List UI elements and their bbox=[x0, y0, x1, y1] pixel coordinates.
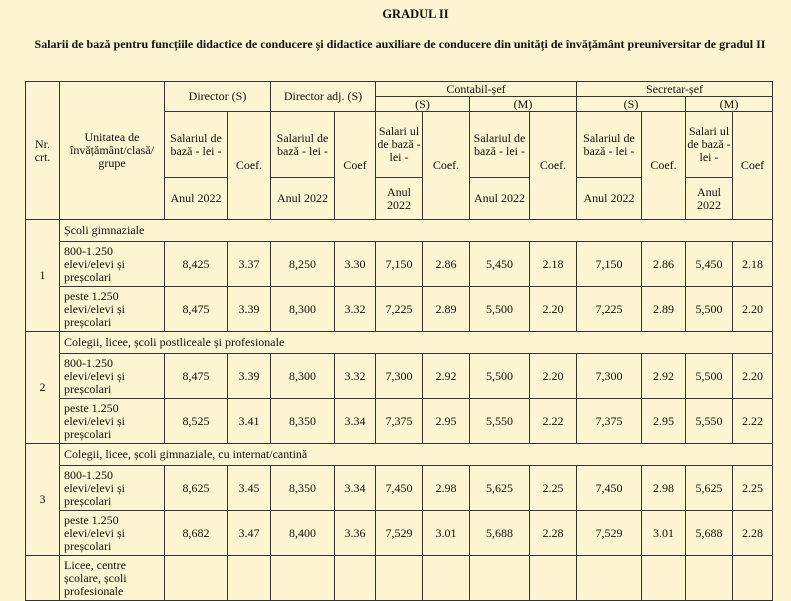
contabil-s-salary-cell: 7,300 bbox=[376, 354, 423, 399]
contabil-s-coef-header: Coef. bbox=[423, 112, 470, 220]
secretar-s-salary-cell: 7,225 bbox=[577, 287, 642, 332]
secretar-m-coef-cell: 2.18 bbox=[733, 242, 773, 287]
director-adj-coef-cell: 3.34 bbox=[335, 399, 376, 444]
contabil-s-salary-cell: 7,529 bbox=[376, 511, 423, 556]
director-adj-year-header: Anul 2022 bbox=[271, 178, 335, 220]
contabil-s-salary-cell: 7,225 bbox=[376, 287, 423, 332]
unit-label: peste 1.250 elevi/elevi și preșcolari bbox=[60, 287, 165, 332]
director-coef-cell: 3.45 bbox=[228, 466, 271, 511]
director-adj-salary-cell: 8,250 bbox=[271, 242, 335, 287]
secretar-m-year-header: Anul 2022 bbox=[686, 178, 733, 220]
column-header-unit: Unitatea de învățământ/clasă/ grupe bbox=[60, 82, 165, 220]
column-header-director-adj: Director adj. (S) bbox=[271, 82, 376, 112]
secretar-m-coef-cell: 2.25 bbox=[733, 466, 773, 511]
director-adj-coef-cell: 3.30 bbox=[335, 242, 376, 287]
director-salary-header: Salariul de bază - lei - bbox=[165, 112, 228, 178]
secretar-s-coef-header: Coef. bbox=[642, 112, 686, 220]
grade-title: GRADUL II bbox=[382, 7, 449, 21]
category-label: Școli gimnaziale bbox=[60, 220, 773, 242]
secretar-m-salary-cell: 5,500 bbox=[686, 287, 733, 332]
contabil-m-salary-cell: 5,500 bbox=[470, 287, 530, 332]
contabil-m-coef-cell: 2.28 bbox=[530, 511, 577, 556]
director-coef-cell: 3.39 bbox=[228, 354, 271, 399]
contabil-m-salary-cell: 5,688 bbox=[470, 511, 530, 556]
director-salary-cell: 8,625 bbox=[165, 466, 228, 511]
contabil-s-coef-cell: 2.92 bbox=[423, 354, 470, 399]
table-row bbox=[26, 466, 773, 511]
director-salary-cell: 8,475 bbox=[165, 354, 228, 399]
column-header-director: Director (S) bbox=[165, 82, 271, 112]
director-adj-salary-cell: 8,300 bbox=[271, 287, 335, 332]
contabil-m-salary-header: Salariul de bază - lei - bbox=[470, 112, 530, 178]
secretar-s-salary-header: Salariul de bază - lei - bbox=[577, 112, 642, 178]
director-coef-cell: 3.39 bbox=[228, 287, 271, 332]
director-coef-header: Coef. bbox=[228, 112, 271, 220]
table-row bbox=[26, 242, 773, 287]
secretar-m-salary-cell: 5,500 bbox=[686, 354, 733, 399]
secretar-m-coef-cell: 2.20 bbox=[733, 287, 773, 332]
director-salary-cell: 8,682 bbox=[165, 511, 228, 556]
director-adj-coef-cell: 3.34 bbox=[335, 466, 376, 511]
director-salary-cell: 8,525 bbox=[165, 399, 228, 444]
secretar-s-coef-cell: 3.01 bbox=[642, 511, 686, 556]
contabil-m-coef-cell: 2.20 bbox=[530, 354, 577, 399]
unit-label: peste 1.250 elevi/elevi și preșcolari bbox=[60, 511, 165, 556]
column-header-secretar: Secretar-șef bbox=[577, 82, 773, 97]
contabil-m-salary-cell: 5,500 bbox=[470, 354, 530, 399]
page-subtitle: Salarii de bază pentru funcțiile didactice de conducere și didactice auxiliare de conducere din unități de învățământ preuniversitar de gradul II bbox=[34, 37, 766, 51]
contabil-s-salary-header: Salari ul de bază - lei - bbox=[376, 112, 423, 178]
contabil-s-salary-cell: 7,450 bbox=[376, 466, 423, 511]
secretar-s-coef-cell: 2.98 bbox=[642, 466, 686, 511]
director-adj-salary-cell: 8,350 bbox=[271, 466, 335, 511]
director-salary-cell: 8,475 bbox=[165, 287, 228, 332]
director-coef-cell: 3.37 bbox=[228, 242, 271, 287]
unit-label: 800-1.250 elevi/elevi și preșcolari bbox=[60, 354, 165, 399]
contabil-m-coef-cell: 2.22 bbox=[530, 399, 577, 444]
secretar-s-salary-cell: 7,150 bbox=[577, 242, 642, 287]
table-row bbox=[26, 354, 773, 399]
contabil-m-coef-header: Coef. bbox=[530, 112, 577, 220]
contabil-s-coef-cell: 2.89 bbox=[423, 287, 470, 332]
contabil-m-salary-cell: 5,450 bbox=[470, 242, 530, 287]
director-adj-coef-header: Coef bbox=[335, 112, 376, 220]
secretar-s-salary-cell: 7,450 bbox=[577, 466, 642, 511]
secretar-s-coef-cell: 2.86 bbox=[642, 242, 686, 287]
contabil-studies-m: (M) bbox=[470, 97, 577, 112]
secretar-m-salary-cell: 5,688 bbox=[686, 511, 733, 556]
secretar-studies-m: (M) bbox=[686, 97, 773, 112]
contabil-m-coef-cell: 2.20 bbox=[530, 287, 577, 332]
secretar-s-salary-cell: 7,529 bbox=[577, 511, 642, 556]
director-adj-coef-cell: 3.32 bbox=[335, 287, 376, 332]
contabil-m-salary-cell: 5,625 bbox=[470, 466, 530, 511]
contabil-s-coef-cell: 2.95 bbox=[423, 399, 470, 444]
unit-label: 800-1.250 elevi/elevi și preșcolari bbox=[60, 466, 165, 511]
category-label: Colegii, licee, școli gimnaziale, cu internat/cantină bbox=[60, 444, 773, 466]
director-salary-cell: 8,425 bbox=[165, 242, 228, 287]
salary-table bbox=[25, 81, 773, 601]
director-coef-cell: 3.47 bbox=[228, 511, 271, 556]
category-label: Colegii, licee, școli postliceale și profesionale bbox=[60, 332, 773, 354]
director-adj-salary-cell: 8,300 bbox=[271, 354, 335, 399]
unit-label: 800-1.250 elevi/elevi și preșcolari bbox=[60, 242, 165, 287]
table-row bbox=[26, 511, 773, 556]
column-header-contabil: Contabil-șef bbox=[376, 82, 577, 97]
director-adj-coef-cell: 3.32 bbox=[335, 354, 376, 399]
director-adj-coef-cell: 3.36 bbox=[335, 511, 376, 556]
contabil-m-coef-cell: 2.25 bbox=[530, 466, 577, 511]
director-coef-cell: 3.41 bbox=[228, 399, 271, 444]
secretar-s-year-header: Anul 2022 bbox=[577, 178, 642, 220]
row-number: 2 bbox=[26, 332, 60, 444]
secretar-m-salary-cell: 5,625 bbox=[686, 466, 733, 511]
contabil-s-year-header: Anul 2022 bbox=[376, 178, 423, 220]
row-number: 1 bbox=[26, 220, 60, 332]
secretar-s-coef-cell: 2.89 bbox=[642, 287, 686, 332]
secretar-s-salary-cell: 7,300 bbox=[577, 354, 642, 399]
contabil-m-year-header: Anul 2022 bbox=[470, 178, 530, 220]
director-year-header: Anul 2022 bbox=[165, 178, 228, 220]
contabil-s-coef-cell: 2.98 bbox=[423, 466, 470, 511]
secretar-s-coef-cell: 2.92 bbox=[642, 354, 686, 399]
contabil-m-salary-cell: 5,550 bbox=[470, 399, 530, 444]
table-row bbox=[26, 399, 773, 444]
secretar-s-coef-cell: 2.95 bbox=[642, 399, 686, 444]
unit-label: Licee, centre școlare, școli profesionale bbox=[60, 556, 165, 601]
contabil-s-coef-cell: 2.86 bbox=[423, 242, 470, 287]
secretar-m-coef-cell: 2.28 bbox=[733, 511, 773, 556]
secretar-m-salary-cell: 5,450 bbox=[686, 242, 733, 287]
secretar-m-salary-cell: 5,550 bbox=[686, 399, 733, 444]
secretar-m-coef-cell: 2.20 bbox=[733, 354, 773, 399]
secretar-m-coef-header: Coef bbox=[733, 112, 773, 220]
unit-label: peste 1.250 elevi/elevi și preșcolari bbox=[60, 399, 165, 444]
secretar-s-salary-cell: 7,375 bbox=[577, 399, 642, 444]
contabil-s-salary-cell: 7,150 bbox=[376, 242, 423, 287]
row-number: 3 bbox=[26, 444, 60, 556]
secretar-m-coef-cell: 2.22 bbox=[733, 399, 773, 444]
contabil-s-salary-cell: 7,375 bbox=[376, 399, 423, 444]
secretar-m-salary-header: Salari ul de bază - lei - bbox=[686, 112, 733, 178]
contabil-s-coef-cell: 3.01 bbox=[423, 511, 470, 556]
director-adj-salary-cell: 8,350 bbox=[271, 399, 335, 444]
contabil-studies-s: (S) bbox=[376, 97, 470, 112]
secretar-studies-s: (S) bbox=[577, 97, 686, 112]
director-adj-salary-header: Salariul de bază - lei - bbox=[271, 112, 335, 178]
table-row bbox=[26, 287, 773, 332]
contabil-m-coef-cell: 2.18 bbox=[530, 242, 577, 287]
column-header-nr: Nr. crt. bbox=[26, 82, 60, 220]
director-adj-salary-cell: 8,400 bbox=[271, 511, 335, 556]
